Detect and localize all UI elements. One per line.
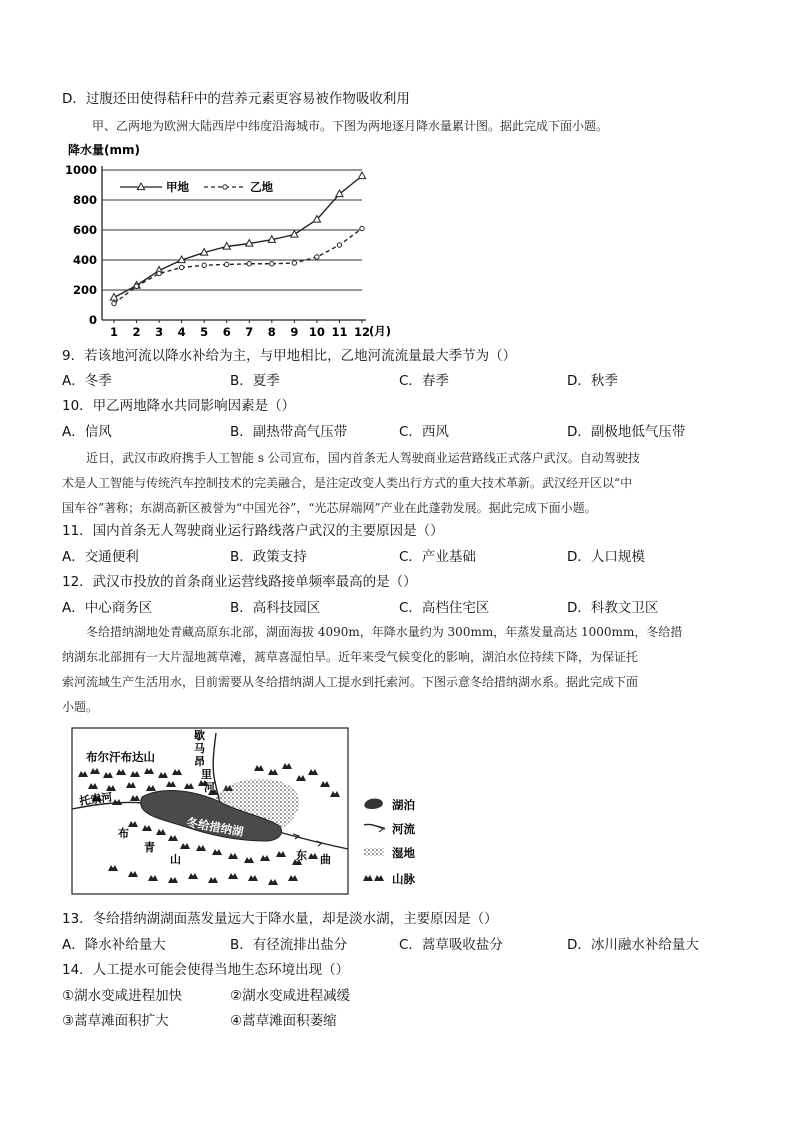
q12-text: 12．武汉市投放的首条商业运营线路接单频率最高的是（） bbox=[62, 574, 417, 590]
series-yi-legend-marker bbox=[223, 185, 227, 189]
y-tick-label-1000: 1000 bbox=[64, 163, 97, 177]
x-tick-label-5: 5 bbox=[200, 325, 209, 339]
river-icon bbox=[364, 824, 385, 832]
q9-option-d[interactable]: D．秋季 bbox=[567, 373, 618, 389]
q12-option-b[interactable]: B．高科技园区 bbox=[230, 600, 321, 616]
intro-precip: 甲、乙两地为欧洲大陆西岸中纬度沿海城市。下图为两地逐月降水量累计图。据此完成下面小题。 bbox=[92, 119, 609, 133]
series-jia-point-9 bbox=[291, 231, 298, 238]
series-yi-point-3 bbox=[157, 271, 161, 275]
x-tick-label-7: 7 bbox=[245, 325, 254, 339]
series-jia-legend-label: 甲地 bbox=[166, 180, 189, 194]
series-yi-point-2 bbox=[134, 284, 138, 288]
river-gema-label-3: 昂 bbox=[194, 755, 205, 768]
x-tick-label-8: 8 bbox=[267, 325, 276, 339]
series-jia-line bbox=[114, 176, 362, 298]
q13-text: 13．冬给措纳湖湖面蒸发量远大于降水量，却是淡水湖，主要原因是（） bbox=[62, 911, 498, 927]
series-yi-point-8 bbox=[270, 262, 274, 266]
series-jia-point-12 bbox=[358, 172, 365, 179]
q10-option-c[interactable]: C．西风 bbox=[399, 424, 449, 440]
mountain-north-label: 布尔汗布达山 bbox=[86, 750, 155, 764]
y-tick-label-600: 600 bbox=[72, 223, 97, 237]
mountain-south-label-2: 青 bbox=[144, 841, 155, 854]
q10-option-a[interactable]: A．信风 bbox=[62, 424, 112, 440]
q12-option-d[interactable]: D．科教文卫区 bbox=[567, 600, 659, 616]
q10-text: 10．甲乙两地降水共同影响因素是（） bbox=[62, 398, 296, 414]
river-dongqu-label-2: 曲 bbox=[320, 853, 331, 866]
series-yi-legend-label: 乙地 bbox=[250, 180, 273, 194]
q11-option-a[interactable]: A．交通便利 bbox=[62, 549, 139, 565]
q8-option-d: D．过腹还田使得秸秆中的营养元素更容易被作物吸收利用 bbox=[62, 91, 410, 107]
lake-icon bbox=[364, 799, 382, 809]
q11-text: 11．国内首条无人驾驶商业运行路线落户武汉的主要原因是（） bbox=[62, 523, 444, 539]
series-yi-point-6 bbox=[225, 262, 229, 266]
q11-option-c[interactable]: C．产业基础 bbox=[399, 549, 476, 565]
q9-option-b[interactable]: B．夏季 bbox=[230, 373, 280, 389]
q12-option-c[interactable]: C．高档住宅区 bbox=[399, 600, 490, 616]
series-yi-line bbox=[114, 229, 362, 304]
q13-option-a[interactable]: A．降水补给量大 bbox=[62, 937, 166, 953]
x-tick-label-2: 2 bbox=[132, 325, 141, 339]
mountain-south-label-3: 山 bbox=[170, 853, 181, 866]
q11-option-b[interactable]: B．政策支持 bbox=[230, 549, 307, 565]
x-tick-label-10: 10 bbox=[308, 325, 325, 339]
legend-river-label: 河流 bbox=[392, 822, 415, 836]
q9-text: 9．若该地河流以降水补给为主，与甲地相比，乙地河流流量最大季节为（） bbox=[62, 348, 517, 364]
y-tick-label-0: 0 bbox=[88, 313, 97, 327]
x-tick-label-1: 1 bbox=[109, 325, 119, 339]
series-yi-point-9 bbox=[292, 261, 296, 265]
lake-label: 冬给措纳湖 bbox=[185, 815, 245, 839]
river-tuosuo-label: 托索河 bbox=[78, 790, 114, 808]
q14-item-2[interactable]: ②湖水变咸进程减缓 bbox=[230, 988, 351, 1004]
legend-wetland-label: 湿地 bbox=[392, 846, 415, 860]
y-tick-label-400: 400 bbox=[72, 253, 97, 267]
legend-mountain-label: 山脉 bbox=[392, 872, 415, 886]
map-legend bbox=[363, 798, 415, 886]
q10-option-d[interactable]: D．副极地低气压带 bbox=[567, 424, 686, 440]
series-yi-point-10 bbox=[315, 255, 319, 259]
legend-lake-label: 湖泊 bbox=[392, 798, 415, 812]
chart-ylabel: 降水量(mm) bbox=[68, 143, 140, 157]
y-tick-label-800: 800 bbox=[72, 193, 97, 207]
x-tick-label-12: 12 bbox=[353, 325, 371, 339]
river-gema-label-1: 歇 bbox=[194, 729, 205, 742]
x-tick-label-9: 9 bbox=[290, 325, 299, 339]
lake-map bbox=[68, 725, 428, 897]
y-tick-label-200: 200 bbox=[72, 283, 97, 297]
series-jia-legend-marker bbox=[137, 183, 144, 190]
river-gema-label-2: 马 bbox=[194, 742, 205, 755]
q14-item-1[interactable]: ①湖水变咸进程加快 bbox=[62, 988, 183, 1004]
river-dongqu-label-1: 东 bbox=[296, 849, 307, 862]
series-jia-point-11 bbox=[336, 190, 343, 197]
q13-option-c[interactable]: C．蒿草吸收盐分 bbox=[399, 937, 503, 953]
passage-wuhan: 近日，武汉市政府携手人工智能 s 公司宣布，国内首条无人驾驶商业运营路线正式落户武汉。自动驾驶技 术是人工智能与传统汽车控制技术的完美融合，是注定改变人类出行方式的重大技术革新。武汉经开区以“中 国车谷”著称；东湖高新区被誉为“中国光谷”，“光芯屏端网”产业在此蓬勃发展。据此完成下面小题。 bbox=[62, 451, 640, 515]
q14-item-3[interactable]: ③蒿草滩面积扩大 bbox=[62, 1013, 169, 1029]
q11-option-d[interactable]: D．人口规模 bbox=[567, 549, 645, 565]
q9-option-a[interactable]: A．冬季 bbox=[62, 373, 112, 389]
q10-option-b[interactable]: B．副热带高气压带 bbox=[230, 424, 348, 440]
x-tick-label-11: 11 bbox=[331, 325, 348, 339]
q12-option-a[interactable]: A．中心商务区 bbox=[62, 600, 153, 616]
mountain-icon bbox=[363, 875, 384, 881]
x-tick-label-6: 6 bbox=[222, 325, 231, 339]
series-yi-point-11 bbox=[337, 243, 341, 247]
river-gema-label-5: 河 bbox=[204, 781, 215, 794]
mountain-south-label-1: 布 bbox=[118, 827, 129, 840]
series-yi-point-1 bbox=[112, 301, 116, 305]
q13-option-d[interactable]: D．冰川融水补给量大 bbox=[567, 937, 699, 953]
wetland-icon bbox=[364, 848, 384, 856]
precip-chart bbox=[62, 138, 402, 343]
series-yi-point-4 bbox=[179, 265, 183, 269]
series-yi-point-7 bbox=[247, 262, 251, 266]
x-tick-label-3: 3 bbox=[155, 325, 164, 339]
series-yi-point-12 bbox=[360, 226, 364, 230]
river-gema-label-4: 里 bbox=[201, 768, 212, 781]
q14-item-4[interactable]: ④蒿草滩面积萎缩 bbox=[230, 1013, 337, 1029]
q13-option-b[interactable]: B．有径流排出盐分 bbox=[230, 937, 348, 953]
series-yi-point-5 bbox=[202, 263, 206, 267]
q9-option-c[interactable]: C．春季 bbox=[399, 373, 449, 389]
passage-lake: 冬给措纳湖地处青藏高原东北部，湖面海拔 4090m，年降水量约为 300mm，年蒸发量高达 1000mm，冬给措 纳湖东北部拥有一大片湿地蒿草滩，蒿草喜湿怕旱。近年来受气候变化的影响，湖泊水位持续下降，为保证托 索河流域生产生活用水，目前需要从冬给措纳湖人工提水到托索河。下图示意冬给措纳湖水系。据此完成下面 小题。 bbox=[62, 625, 683, 714]
chart-xlabel: (月) bbox=[369, 324, 392, 338]
x-tick-label-4: 4 bbox=[177, 325, 186, 339]
q14-text: 14．人工提水可能会使得当地生态环境出现（） bbox=[62, 962, 350, 978]
